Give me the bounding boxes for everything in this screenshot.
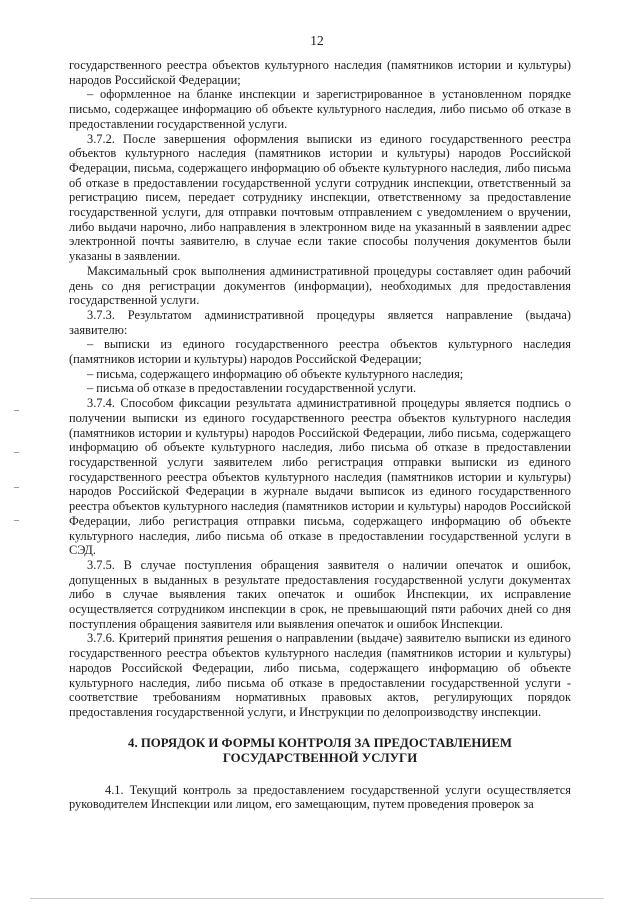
document-body [69,58,571,812]
bullet-item: – письма, содержащего информацию об объекте культурного наследия; [87,366,464,381]
section-heading-line2: ГОСУДАРСТВЕННОЙ УСЛУГИ [222,750,418,765]
page-number: 12 [310,33,324,48]
bullet-item: – оформленное на бланке инспекции и зарегистрированное в установленном порядке письмо, содержащее информацию об объекте культурного наследия, либо письмо об отказе в предоставлении государственной услуги. [69,87,571,131]
margin-mark [14,410,19,411]
margin-mark [14,487,19,488]
paragraph-3-7-5: 3.7.5. В случае поступления обращения заявителя о наличии опечаток и ошибок, допущенных в выданных в результате предоставления государственной услуги документах либо в случае выявления таких опечаток и ошибок Инспекции, их исправление осуществляется сотрудником инспекции в срок, не превышающий пяти рабочих дней со дня поступления обращения заявителя или выявления опечаток и ошибок Инспекции. [69,557,571,631]
margin-mark [14,520,19,521]
paragraph-3-7-3: 3.7.3. Результатом административной процедуры является направление (выдача) заявителю: [69,307,571,337]
paragraph-4-1: 4.1. Текущий контроль за предоставлением государственной услуги осуществляется руководителем Инспекции или лицом, его замещающим, путем проведения проверок за [69,782,571,812]
section-heading [69,736,571,766]
paragraph-3-7-2: 3.7.2. После завершения оформления выписки из единого государственного реестра объектов культурного наследия (памятников истории и культуры) народов Российской Федерации, письма, содержащего информацию об объекте культурного наследия, либо письма об отказе в предоставлении государственной услуги сотрудник инспекции, ответственный за регистрацию писем, передает сотруднику инспекции, ответственному за предоставление государственной услуги, для отправки почтовым отправлением с уведомлением о вручении, либо выдачи нарочно, либо направления в электронном виде на указанный в заявлении адрес электронной почты заявителю, в случае если такие способы получения документов были указаны в заявлении. [69,131,571,264]
margin-mark [14,452,19,453]
paragraph-continuation: государственного реестра объектов культурного наследия (памятников истории и культуры) народов Российской Федерации; [69,58,571,87]
bullet-item: – письма об отказе в предоставлении государственной услуги. [87,381,417,396]
bullet-item: – выписки из единого государственного реестра объектов культурного наследия (памятников истории и культуры) народов Российской Федерации; [69,337,571,367]
paragraph-3-7-6: 3.7.6. Критерий принятия решения о направлении (выдаче) заявителю выписки из единого государственного реестра объектов культурного наследия (памятников истории и культуры) народов Российской Федерации, либо письма, содержащего информацию об объекте культурного наследия, либо письма об отказе в предоставлении государственной услуги - соответствие требованиям нормативных правовых актов, регулирующих порядок предоставления государственной услуги, и Инструкции по делопроизводству инспекции. [69,631,571,719]
bottom-scan-line [30,898,604,899]
paragraph-3-7-4: 3.7.4. Способом фиксации результата административной процедуры является подпись о получении выписки из единого государственного реестра объектов культурного наследия (памятников истории и культуры) народов Российской Федерации, либо письма, содержащего информацию об объекте культурного наследия, либо письма об отказе в предоставлении государственной услуги заявителем либо регистрация отправки выписки из единого государственного реестра объектов культурного наследия (памятников истории и культуры) народов Российской Федерации в журнале выдачи выписок из единого государственного реестра объектов культурного наследия (памятников истории и культуры) народов Российской Федерации, либо регистрация отправки письма, содержащего информацию об объекте культурного наследия, либо письма об отказе в предоставлении государственной услуги в СЭД. [69,396,571,558]
paragraph-max-term: Максимальный срок выполнения административной процедуры составляет один рабочий день со дня регистрации документов (информации), необходимых для предоставления государственной услуги. [69,263,571,308]
section-heading-line1: 4. ПОРЯДОК И ФОРМЫ КОНТРОЛЯ ЗА ПРЕДОСТАВЛЕНИЕМ [128,735,512,750]
